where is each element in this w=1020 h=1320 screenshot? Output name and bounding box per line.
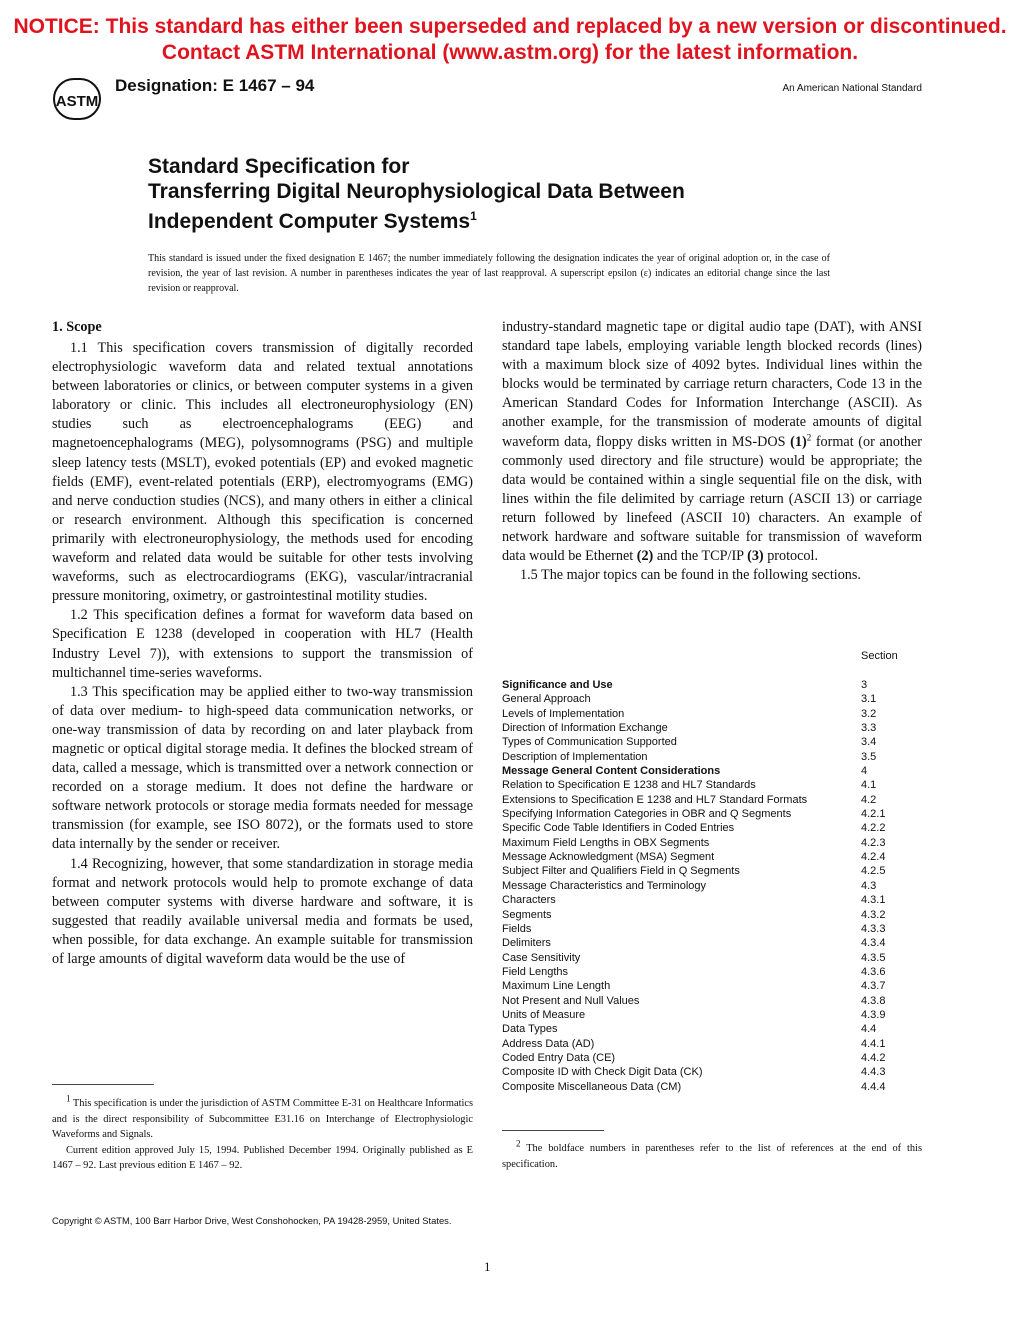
paragraph-1-3: 1.3 This specification may be applied either to two-way transmission of data over medium- to high-speed data communication networks, or one-way transmission of data by recording on and later playback from magnetic or optical digital storage media. It defines the blocked stream of data, called a message, which is transmitted over a network connection or recorded on a storage medium. It does not define the hardware or software network protocols or storage media formats needed for message transmission (for example, see ISO 8072), or the formats used to store data internally by the sender or receiver. [52, 683, 473, 853]
toc-title: Fields [502, 922, 532, 935]
topics-table [502, 678, 902, 1094]
toc-section: 4.3.2 [861, 908, 886, 921]
toc-section: 4 [861, 765, 868, 778]
toc-section: 4.4.4 [861, 1080, 886, 1093]
toc-title: Description of Implementation [502, 750, 648, 763]
toc-title: Direction of Information Exchange [502, 722, 668, 735]
toc-row [502, 1037, 902, 1051]
toc-title: Message Characteristics and Terminology [502, 879, 706, 892]
toc-row [502, 850, 902, 864]
toc-row [502, 678, 902, 692]
toc-section: 3.5 [861, 750, 877, 763]
toc-section: 4.3.3 [861, 922, 886, 935]
toc-title: Segments [502, 908, 552, 921]
toc-title: Composite Miscellaneous Data (CM) [502, 1080, 682, 1093]
footnote-1-edition: Current edition approved July 15, 1994. Published December 1994. Originally published as E 1467 – 92. Last previous edition E 1467 – 92. [52, 1144, 473, 1171]
footnote-divider-right [502, 1130, 604, 1131]
toc-section: 4.4.3 [861, 1066, 886, 1079]
footnote-2-mark: 2 [806, 431, 812, 442]
toc-row [502, 879, 902, 893]
toc-row [502, 721, 902, 735]
toc-section: 4.3.8 [861, 994, 886, 1007]
toc-section: 3.1 [861, 693, 877, 706]
toc-row [502, 994, 902, 1008]
reference-2: (2) [636, 548, 654, 565]
toc-title: Significance and Use [502, 679, 613, 691]
toc-section: 3.4 [861, 736, 877, 749]
toc-section: 4.2.2 [861, 822, 886, 835]
issued-note: This standard is issued under the fixed designation E 1467; the number immediately following the designation indicates the year of original adoption or, in the case of revision, the year of last revision. A number in parentheses indicates the year of last reapproval. A superscript epsilon (ε) indicates an editorial change since the last revision or reapproval. [148, 253, 830, 294]
footnote-2-mark-bottom: 2 [516, 1138, 521, 1149]
toc-section: 4.3.6 [861, 965, 886, 978]
toc-row [502, 692, 902, 706]
toc-row [502, 922, 902, 936]
toc-row [502, 908, 902, 922]
toc-title: Relation to Specification E 1238 and HL7 Standards [502, 779, 756, 792]
toc-section: 4.3.1 [861, 894, 886, 907]
toc-row [502, 793, 902, 807]
toc-section: 3 [861, 679, 868, 691]
paragraph-1-4: 1.4 Recognizing, however, that some standardization in storage media format and network protocols would help to promote exchange of data between computer systems with diverse hardware and software, it is suggested that readily available universal media and formats be used, when possible, for data exchange. An example suitable for transmission of large amounts of digital waveform data would be the use of [52, 855, 473, 967]
toc-section: 3.3 [861, 722, 877, 735]
toc-title: Types of Communication Supported [502, 736, 677, 749]
notice-line-2: Contact ASTM International (www.astm.org) for the latest information. [161, 41, 859, 64]
astm-logo-icon [52, 78, 102, 120]
title-footnote-mark: 1 [470, 209, 477, 223]
toc-row [502, 965, 902, 979]
toc-title: Not Present and Null Values [502, 994, 640, 1007]
paragraph-1-5: 1.5 The major topics can be found in the following sections. [520, 567, 861, 584]
toc-title: Specific Code Table Identifiers in Coded Entries [502, 822, 735, 835]
footnote-divider-left [52, 1084, 154, 1085]
american-national-standard: An American National Standard [782, 83, 922, 94]
toc-row [502, 1022, 902, 1036]
supersession-notice [0, 14, 1020, 66]
toc-title: Maximum Line Length [502, 980, 611, 993]
toc-row [502, 1080, 902, 1094]
toc-title: Subject Filter and Qualifiers Field in Q Segments [502, 865, 740, 878]
toc-title: Coded Entry Data (CE) [502, 1051, 616, 1064]
section-column-label: Section [861, 650, 898, 662]
toc-section: 4.2.5 [861, 865, 886, 878]
toc-title: Extensions to Specification E 1238 and HL7 Standard Formats [502, 793, 808, 806]
toc-section: 4.2.3 [861, 836, 886, 849]
toc-section: 4.3 [861, 879, 877, 892]
footnote-1: $^1$ This specification is under the jurisdiction of ASTM Committee E-31 on Healthcare Informatics and is the direct responsibility of Subcommittee E31.16 on Interchange of Electrophysiologic Waveforms and Signals. Current edition approved July 15, 1994. Published December 1994. Originally published as E 1467 – 92. Last previous edition E 1467 – 92. [52, 1096, 473, 1174]
toc-title: Address Data (AD) [502, 1037, 595, 1050]
toc-row [502, 893, 902, 907]
section-heading-scope: 1. Scope [52, 319, 102, 335]
toc-title: Characters [502, 894, 556, 907]
paragraph-1-2: 1.2 This specification defines a format for waveform data based on Specification E 1238 (developed in cooperation with HL7 (Health Industry Level 7)), with extensions to support the transmission of multichannel time-series waveforms. [52, 607, 473, 681]
toc-row [502, 1065, 902, 1079]
toc-section: 4.3.5 [861, 951, 886, 964]
toc-section: 4.3.4 [861, 937, 886, 950]
toc-section: 4.1 [861, 779, 877, 792]
toc-section: 4.4 [861, 1023, 877, 1036]
title-line-3: Independent Computer Systems [148, 210, 471, 233]
toc-row [502, 864, 902, 878]
left-column [52, 318, 473, 969]
toc-row [502, 807, 902, 821]
toc-title: Data Types [502, 1023, 558, 1036]
toc-title: Units of Measure [502, 1008, 586, 1021]
title-line-2: Transferring Digital Neurophysiological Data Between [148, 180, 685, 203]
toc-title: Delimiters [502, 937, 551, 950]
toc-title: Field Lengths [502, 965, 569, 978]
toc-row [502, 821, 902, 835]
toc-section: 4.2.4 [861, 851, 886, 864]
document-title [148, 154, 848, 234]
footnote-2: $^2$ The boldface numbers in parentheses refer to the list of references at the end of this specification. [502, 1138, 922, 1170]
footnote-1-mark: 1 [66, 1093, 71, 1104]
toc-row [502, 979, 902, 993]
toc-section: 4.2 [861, 793, 877, 806]
toc-section: 4.4.1 [861, 1037, 886, 1050]
reference-1: (1) [790, 433, 807, 450]
toc-section: 3.2 [861, 707, 877, 720]
right-column [502, 318, 922, 585]
designation: Designation: E 1467 – 94 [115, 76, 315, 95]
notice-line-1: NOTICE: This standard has either been superseded and replaced by a new version or discontinued. [13, 15, 1007, 38]
toc-title: Message General Content Considerations [502, 765, 721, 778]
toc-row [502, 750, 902, 764]
paragraph-1-1: 1.1 This specification covers transmission of digitally recorded electrophysiologic waveform data and related textual annotations between laboratories or clinics, or between computer systems in a given laboratory or clinic. This includes all electroneurophysiology (EN) studies such as electroencephalograms (EEG) and magnetoencephalograms (MEG), polysomnograms (PSG) and multiple sleep latency tests (MSLT), evoked potentials (EP) and evoked magnetic fields (EMF), event-related potentials (ERP), electromyograms (EMG) and nerve conduction studies (NCS), and many others in either a clinical or research environment. Although this specification is concerned primarily with electroneurophysiology, the methods used for encoding waveform and related data would be suitable for other tests involving waveforms, such as electrocardiograms (EKG), vascular/intracranial pressure monitoring, oximetry, or gastrointestinal motility studies. [52, 340, 473, 605]
toc-section: 4.3.7 [861, 980, 886, 993]
astm-logo-text: ASTM [55, 93, 99, 110]
toc-title: Message Acknowledgment (MSA) Segment [502, 851, 715, 864]
paragraph-1-4-continued: industry-standard magnetic tape or digital audio tape (DAT), with ANSI standard tape labels, employing variable length blocked records (lines) with a maximum block size of 4092 bytes. Individual lines within the blocks would be terminated by carriage return characters, Code 13 in the American Standard Codes for Information Interchange (ASCII). As another example, for the transmission of moderate amounts of digital waveform data, floppy disks written in MS-DOS (1)$^2$ format (or another commonly used directory and file structure) would be appropriate; the data would be contained within a single sequential file on the disk, with lines within the file delimited by carriage return (ASCII 13) or carriage return followed by linefeed (ASCII 10) characters. An example of network hardware and software suitable for transmission of waveform data would be Ethernet (2) and the TCP/IP (3) protocol. [502, 319, 922, 565]
toc-row [502, 735, 902, 749]
toc-row [502, 764, 902, 778]
toc-title: Maximum Field Lengths in OBX Segments [502, 836, 710, 849]
toc-row [502, 951, 902, 965]
toc-row [502, 707, 902, 721]
toc-row [502, 936, 902, 950]
toc-title: General Approach [502, 693, 591, 706]
copyright-line: Copyright © ASTM, 100 Barr Harbor Drive, West Conshohocken, PA 19428-2959, United States. [52, 1215, 452, 1226]
toc-title: Case Sensitivity [502, 951, 581, 964]
toc-title: Specifying Information Categories in OBR and Q Segments [502, 808, 792, 821]
page-number: 1 [484, 1259, 491, 1274]
toc-title: Composite ID with Check Digit Data (CK) [502, 1066, 703, 1079]
toc-section: 4.3.9 [861, 1008, 886, 1021]
toc-row [502, 1051, 902, 1065]
title-line-1: Standard Specification for [148, 155, 410, 178]
toc-row [502, 836, 902, 850]
toc-section: 4.4.2 [861, 1051, 886, 1064]
toc-section: 4.2.1 [861, 808, 886, 821]
toc-row [502, 1008, 902, 1022]
toc-title: Levels of Implementation [502, 707, 625, 720]
reference-3: (3) [747, 548, 764, 565]
toc-row [502, 778, 902, 792]
